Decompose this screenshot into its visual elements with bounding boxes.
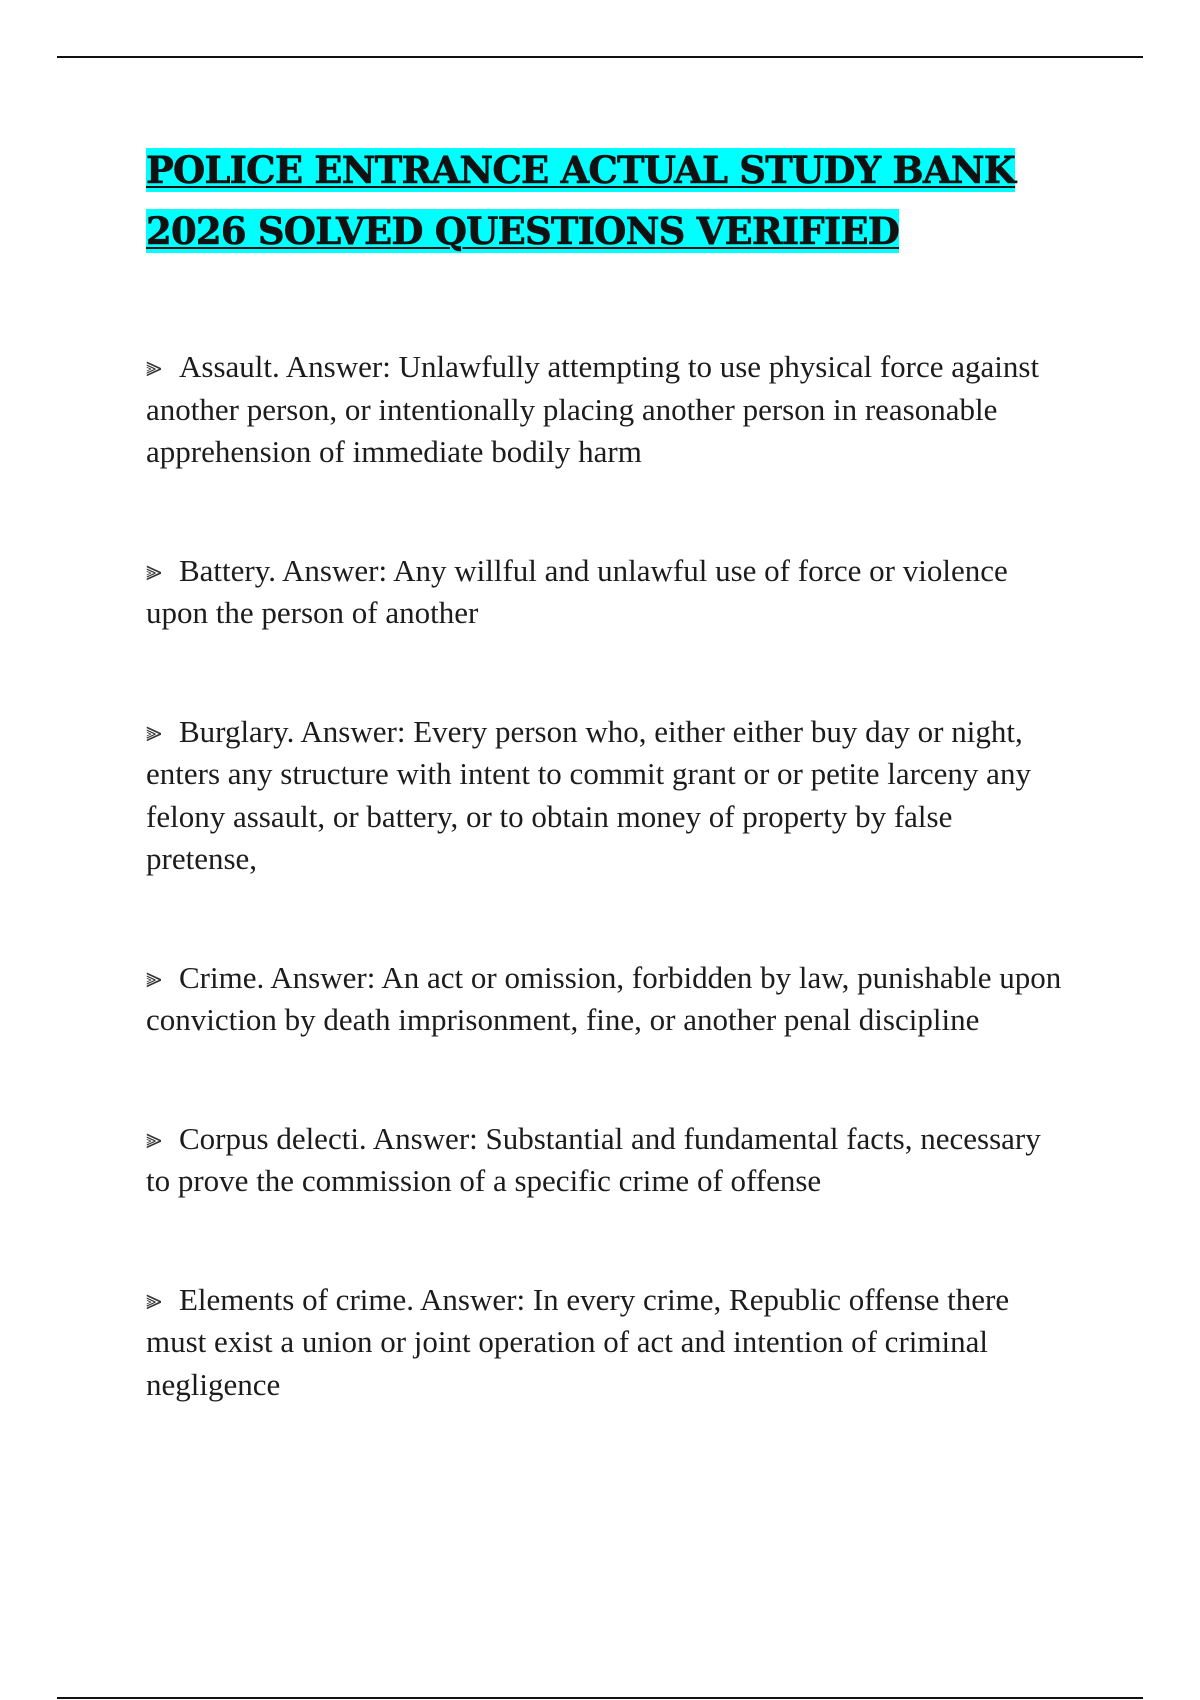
entry-list: [146, 346, 1066, 1406]
entry-text: Corpus delecti. Answer: Substantial and fundamental facts, necessary to prove the commission of a specific crime of offense: [146, 1120, 1041, 1198]
list-item: [146, 1279, 1066, 1407]
entry-text: Crime. Answer: An act or omission, forbidden by law, punishable upon conviction by death imprisonment, fine, or another penal discipline: [146, 959, 1062, 1037]
arrow-bullet-icon: ⫸: [146, 553, 162, 587]
entry-text: Elements of crime. Answer: In every crime, Republic offense there must exist a union or joint operation of act and intention of criminal negligence: [146, 1281, 1010, 1402]
title-line-1: POLICE ENTRANCE ACTUAL STUDY BANK: [146, 148, 1016, 192]
entry-text: Burglary. Answer: Every person who, either either buy day or night, enters any structure with intent to commit grant or or petite larceny any felony assault, or battery, or to obtain money of property by false pretense,: [146, 713, 1031, 876]
bottom-rule: [57, 1697, 1143, 1699]
entry-text: Assault. Answer: Unlawfully attempting to use physical force against another person, or intentionally placing another person in reasonable apprehension of immediate bodily harm: [146, 349, 1040, 469]
arrow-bullet-icon: ⫸: [146, 350, 162, 383]
top-rule: [57, 56, 1143, 58]
list-item: [146, 346, 1066, 474]
entry-text: Battery. Answer: Any willful and unlawful use of force or violence upon the person of another: [146, 552, 1008, 630]
document-body: [146, 140, 1066, 1482]
arrow-bullet-icon: ⫸: [146, 1282, 162, 1316]
title-line-2: 2026 SOLVED QUESTIONS VERIFIED: [146, 209, 900, 253]
list-item: [146, 711, 1066, 881]
list-item: [146, 1118, 1066, 1203]
list-item: [146, 957, 1066, 1042]
document-title: [146, 140, 1066, 262]
list-item: [146, 550, 1066, 635]
arrow-bullet-icon: ⫸: [146, 1121, 162, 1155]
arrow-bullet-icon: ⫸: [146, 960, 162, 994]
arrow-bullet-icon: ⫸: [146, 714, 162, 748]
